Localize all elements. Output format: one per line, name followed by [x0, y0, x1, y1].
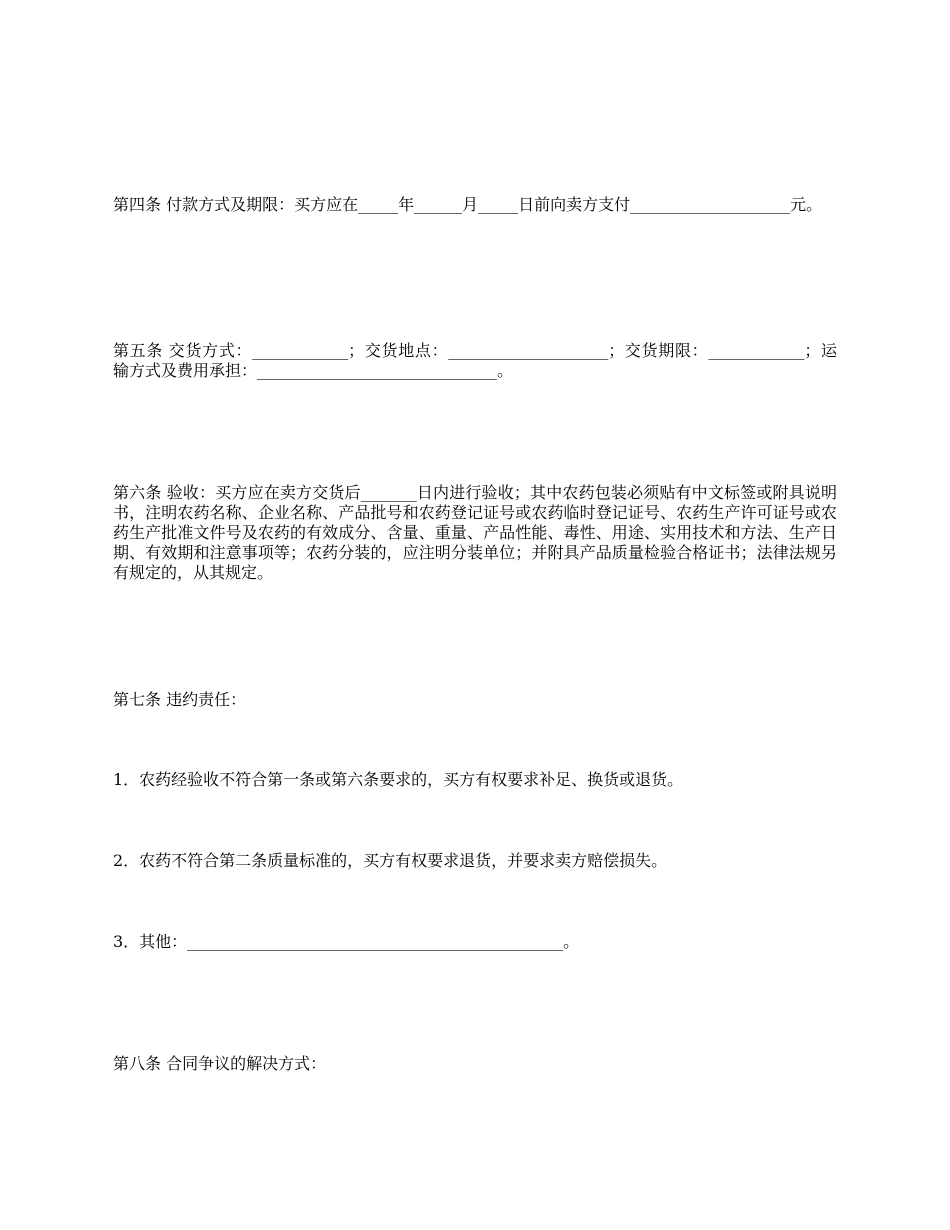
article-7-heading: 第七条 违约责任： — [113, 690, 247, 709]
article-5-delivery: 第五条 交货方式：____________；交货地点：____________________；交货期限：____________；运输方式及费用承担：______________________________。 — [113, 341, 837, 380]
article-4-payment: 第四条 付款方式及期限：买方应在_____年______月_____日前向卖方支付____________________元。 — [113, 195, 823, 214]
article-8-heading: 第八条 合同争议的解决方式： — [113, 1054, 327, 1073]
article-6-inspection: 第六条 验收：买方应在卖方交货后_______日内进行验收；其中农药包装必须贴有中文标签或附具说明书，注明农药名称、企业名称、产品批号和农药登记证号或农药临时登记证号、农药生产许可证号或农药生产批准文件号及农药的有效成分、含量、重量、产品性能、毒性、用途、实用技术和方法、生产日期、有效期和注意事项等；农药分装的，应注明分装单位；并附具产品质量检验合格证书；法律法规另有规定的，从其规定。 — [113, 483, 837, 582]
article-7-item-3: 3．其他：_______________________________________________。 — [113, 932, 580, 951]
article-7-item-1: 1．农药经验收不符合第一条或第六条要求的，买方有权要求补足、换货或退货。 — [113, 770, 684, 789]
article-7-item-2: 2．农药不符合第二条质量标准的，买方有权要求退货，并要求卖方赔偿损失。 — [113, 851, 668, 870]
